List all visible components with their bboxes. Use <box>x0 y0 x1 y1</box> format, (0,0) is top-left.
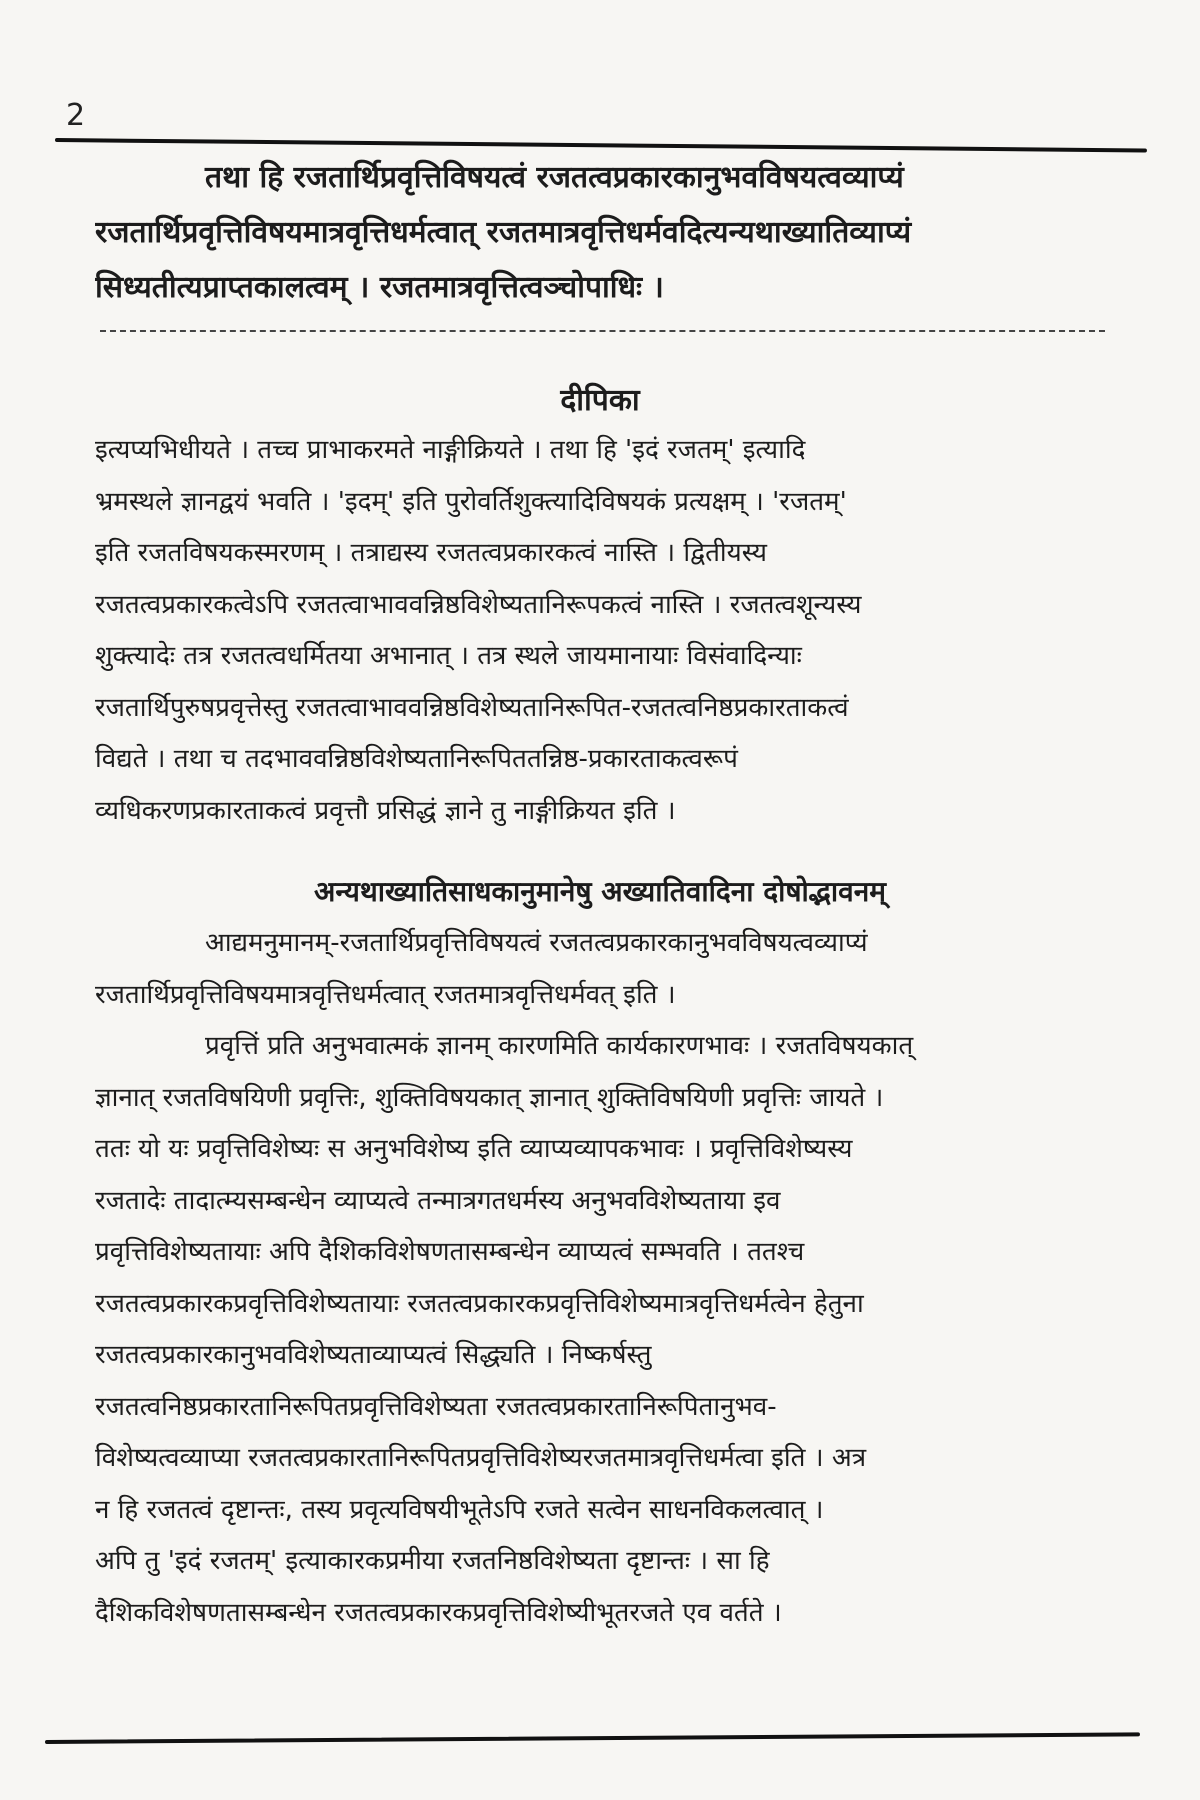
section-line: प्रवृत्तिविशेष्यतायाः अपि दैशिकविशेषणतासम्बन्धेन व्याप्यत्वं सम्भवति । ततश्च <box>95 1237 805 1267</box>
section-heading: अन्यथाख्यातिसाधकानुमानेषु अख्यातिवादिना दोषोद्भावनम् <box>314 875 886 908</box>
dipika-text <box>95 425 1105 837</box>
section-line: दैशिकविशेषणतासम्बन्धेन रजतत्वप्रकारकप्रवृत्तिविशेष्यीभूतरजते एव वर्तते । <box>95 1597 782 1628</box>
section-line: अपि तु 'इदं रजतम्' इत्याकारकप्रमीया रजतनिष्ठविशेष्यता दृष्टान्तः । सा हि <box>95 1546 770 1576</box>
dipika-line: रजतत्वप्रकारकत्वेऽपि रजतत्वाभाववन्निष्ठविशेष्यतानिरूपकत्वं नास्ति । रजतत्वशून्यस्य <box>95 589 862 620</box>
main-text-line: रजतार्थिप्रवृत्तिविषयमात्रवृत्तिधर्मत्वात् रजतमात्रवृत्तिधर्मवदित्यन्यथाख्यातिव्याप्यं <box>95 215 912 250</box>
main-text-line: तथा हि रजतार्थिप्रवृत्तिविषयत्वं रजतत्वप्रकारकानुभवविषयत्वव्याप्यं <box>205 160 904 195</box>
section-line: रजतत्वप्रकारकानुभवविशेष्यताव्याप्यत्वं सिद्ध्यति । निष्कर्षस्तु <box>95 1340 652 1370</box>
dipika-heading: दीपिका <box>560 383 640 418</box>
section-line: रजतत्वप्रकारकप्रवृत्तिविशेष्यतायाः रजतत्वप्रकारकप्रवृत्तिविशेष्यमात्रवृत्तिधर्मत्वेन हेतुना <box>95 1288 864 1319</box>
bottom-rule <box>45 1732 1140 1744</box>
main-text-line: सिध्यतीत्यप्राप्तकालत्वम् । रजतमात्रवृत्तित्वञ्चोपाधिः । <box>95 270 664 305</box>
section-line: रजतत्वनिष्ठप्रकारतानिरूपितप्रवृत्तिविशेष्यता रजतत्वप्रकारतानिरूपितानुभव- <box>95 1391 777 1422</box>
section-line: ज्ञानात् रजतविषयिणी प्रवृत्तिः, शुक्तिविषयकात् ज्ञानात् शुक्तिविषयिणी प्रवृत्तिः जायते । <box>95 1082 884 1113</box>
dipika-line: शुक्त्यादेः तत्र रजतत्वधर्मितया अभानात् । तत्र स्थले जायमानायाः विसंवादिन्याः <box>95 641 802 671</box>
dipika-line: व्यधिकरणप्रकारताकत्वं प्रवृत्तौ प्रसिद्धं ज्ञाने तु नाङ्गीक्रियत इति । <box>95 795 676 826</box>
section-line: न हि रजतत्वं दृष्टान्तः, तस्य प्रवृत्यविषयीभूतेऽपि रजते सत्वेन साधनविकलत्वात् । <box>95 1494 824 1525</box>
dipika-line: इत्यप्यभिधीयते । तच्च प्राभाकरमते नाङ्गीक्रियते । तथा हि 'इदं रजतम्' इत्यादि <box>95 435 806 465</box>
dipika-line: रजतार्थिपुरुषप्रवृत्तेस्तु रजतत्वाभाववन्निष्ठविशेष्यतानिरूपित-रजतत्वनिष्ठप्रकारताकत्वं <box>95 692 849 723</box>
dipika-line: इति रजतविषयकस्मरणम् । तत्राद्यस्य रजतत्वप्रकारकत्वं नास्ति । द्वितीयस्य <box>95 538 767 568</box>
dashed-divider <box>100 330 1105 332</box>
dipika-line: विद्यते । तथा च तदभाववन्निष्ठविशेष्यतानिरूपिततन्निष्ठ-प्रकारताकत्वरूपं <box>95 744 738 774</box>
section-line: आद्यमनुमानम्-रजतार्थिप्रवृत्तिविषयत्वं रजतत्वप्रकारकानुभवविषयत्वव्याप्यं <box>205 928 868 958</box>
dipika-line: भ्रमस्थले ज्ञानद्वयं भवति । 'इदम्' इति पुरोवर्तिशुक्त्यादिविषयकं प्रत्यक्षम् । 'रजतम्' <box>95 486 847 517</box>
section-line: विशेष्यत्वव्याप्या रजतत्वप्रकारतानिरूपितप्रवृत्तिविशेष्यरजतमात्रवृत्तिधर्मत्वा इति । अत्र <box>95 1443 867 1473</box>
page-number: 2 <box>66 98 86 133</box>
section-line: ततः यो यः प्रवृत्तिविशेष्यः स अनुभविशेष्य इति व्याप्यव्यापकभावः । प्रवृत्तिविशेष्यस्य <box>95 1134 853 1164</box>
section-line: रजतादेः तादात्म्यसम्बन्धेन व्याप्यत्वे तन्मात्रगतधर्मस्य अनुभवविशेष्यताया इव <box>95 1185 781 1216</box>
section-text <box>95 918 1105 1639</box>
main-text <box>95 150 1105 315</box>
section-line: रजतार्थिप्रवृत्तिविषयमात्रवृत्तिधर्मत्वात् रजतमात्रवृत्तिधर्मवत् इति । <box>95 979 676 1010</box>
section-line: प्रवृत्तिं प्रति अनुभवात्मकं ज्ञानम् कारणमिति कार्यकारणभावः । रजतविषयकात् <box>205 1031 914 1061</box>
